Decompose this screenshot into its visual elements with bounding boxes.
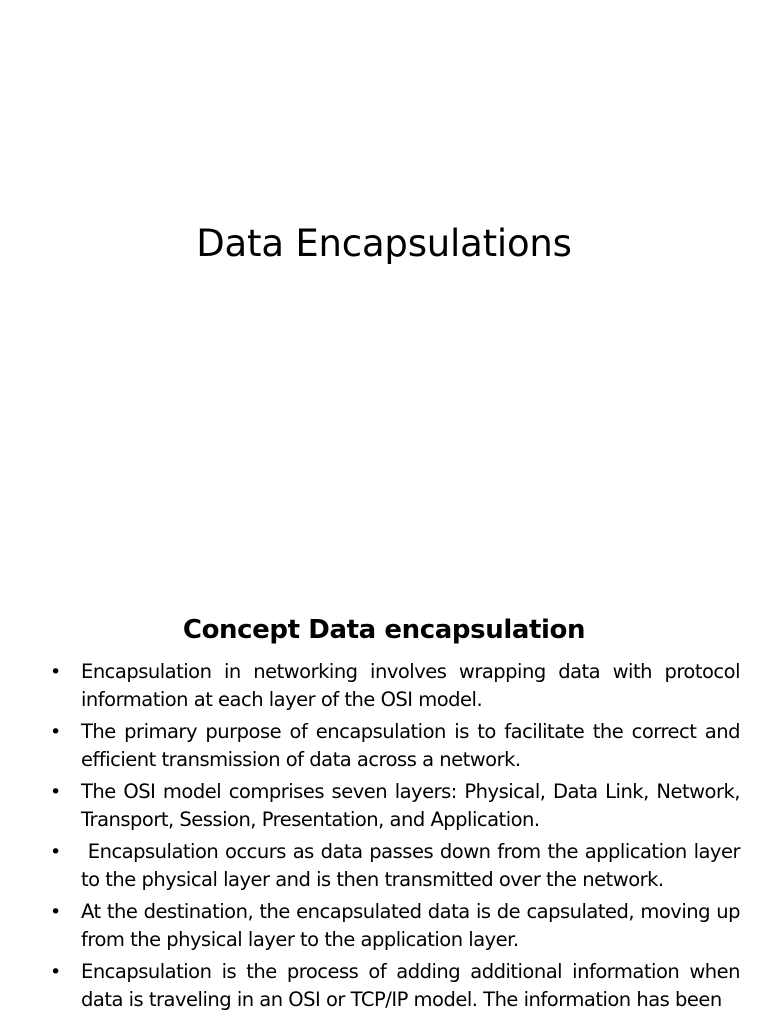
bullet-text: Encapsulation occurs as data passes down from the application layer to the physical layer and is then transmitted over the network.	[81, 840, 746, 891]
bullet-list	[50, 658, 746, 1018]
bullet-item	[50, 838, 746, 894]
bullet-icon: •	[50, 841, 61, 863]
bullet-text: The primary purpose of encapsulation is to facilitate the correct and efficient transmission of data across a network.	[81, 720, 740, 771]
section-heading: Concept Data encapsulation	[182, 615, 586, 645]
bullet-icon: •	[50, 781, 61, 803]
bullet-text: The OSI model comprises seven layers: Physical, Data Link, Network, Transport, Session, Presentation, and Application.	[81, 780, 740, 831]
bullet-icon: •	[50, 961, 61, 983]
bullet-item	[50, 718, 740, 774]
slide-title: Data Encapsulations	[196, 222, 572, 265]
bullet-text: Encapsulation in networking involves wrapping data with protocol information at each layer of the OSI model.	[81, 660, 740, 711]
bullet-text: At the destination, the encapsulated data is de capsulated, moving up from the physical layer to the application layer.	[81, 900, 740, 951]
bullet-icon: •	[50, 721, 61, 743]
bullet-item	[50, 658, 740, 714]
bullet-item	[50, 778, 740, 834]
bullet-item	[50, 958, 740, 1014]
bullet-icon: •	[50, 901, 61, 923]
bullet-text: Encapsulation is the process of adding additional information when data is traveling in an OSI or TCP/IP model. The information has been	[81, 960, 740, 1011]
bullet-item	[50, 898, 740, 954]
bullet-icon: •	[50, 661, 61, 683]
